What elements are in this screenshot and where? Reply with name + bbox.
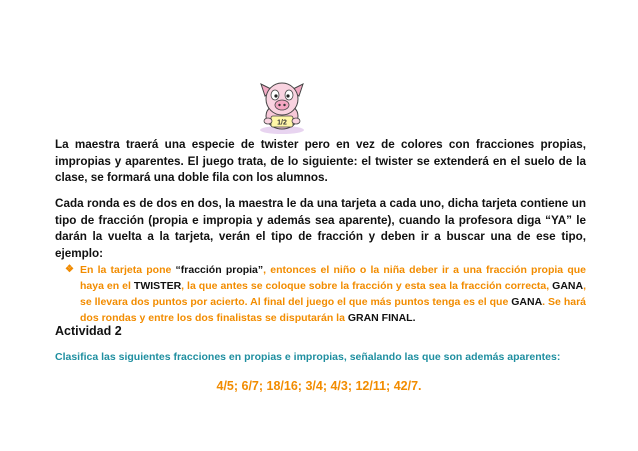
example-bullet	[65, 262, 586, 326]
paragraph-intro: La maestra traerá una especie de twister pero en vez de colores con fracciones propias, impropias y aparentes. El juego trata, de lo siguiente: el twister se extenderá en el suelo de la clase, se formará una doble fila con los alumnos.	[55, 138, 586, 184]
example-text	[65, 262, 586, 326]
fractions-list: 4/5; 6/7; 18/16; 3/4; 4/3; 12/11; 42/7.	[216, 379, 422, 393]
bullet-text-3: , la que antes se coloque sobre la fracción y esta sea la fracción correcta,	[181, 280, 553, 292]
diamond-bullet-icon: ❖	[65, 264, 74, 275]
bullet-gran-final: GRAN FINAL	[347, 312, 413, 324]
bullet-period: .	[412, 312, 416, 324]
bullet-quote: “fracción propia”	[175, 264, 264, 276]
bullet-text-2: , entonces el niño o la niña deber ir a una fracción propia que haya en el	[80, 264, 586, 292]
activity-instruction: Clasifica las siguientes fracciones en propias e impropias, señalando las que son además aparentes:	[55, 351, 561, 363]
pig-mascot-icon	[251, 80, 313, 136]
activity-title: Actividad 2	[55, 324, 122, 338]
bullet-text-4: , se llevara dos puntos por acierto. Al final del juego el que más puntos tenga es el que	[80, 280, 586, 308]
bullet-text-1: En la tarjeta pone	[80, 264, 176, 276]
bullet-twister: TWISTER	[133, 280, 182, 292]
bullet-gana-2: GANA	[511, 296, 543, 308]
paragraph-rules: Cada ronda es de dos en dos, la maestra le da una tarjeta a cada uno, dicha tarjeta contiene un tipo de fracción (propia e impropia y además sea aparente), cuando la profesora diga “YA” le darán la vuelta a la tarjeta, verán el tipo de fracción y deben ir a buscar una de ese tipo, ejemplo:	[55, 197, 586, 260]
bullet-gana-1: GANA	[552, 280, 584, 292]
bullet-text-5: . Se hará dos rondas y entre los dos finalistas se disputarán la	[80, 296, 586, 324]
mascot-card-label: 1/2	[277, 119, 287, 127]
